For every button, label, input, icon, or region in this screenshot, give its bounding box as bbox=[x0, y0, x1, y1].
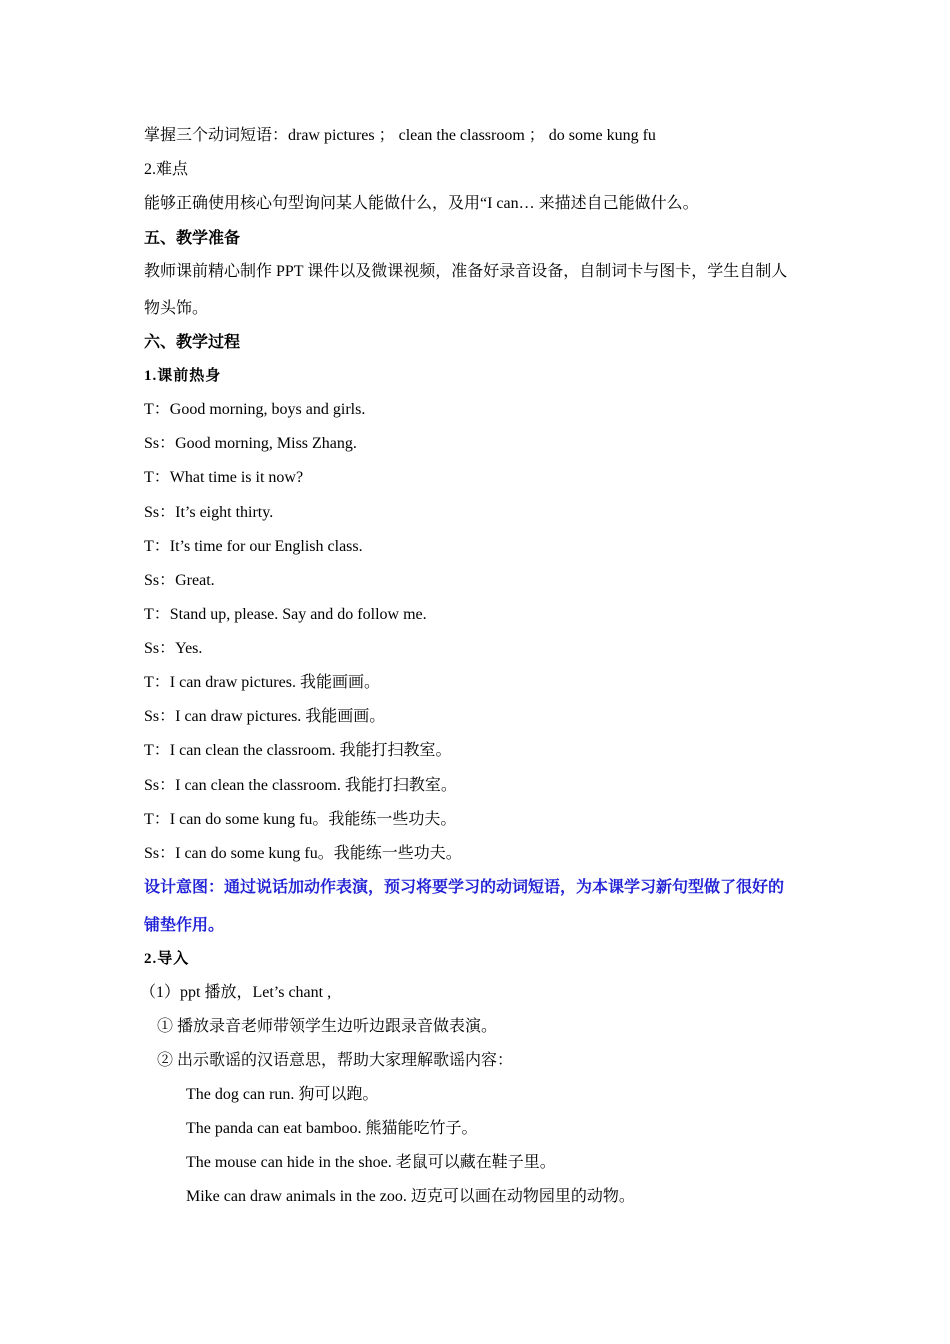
dialogue-line: T：I can draw pictures. 我能画画。 bbox=[144, 674, 380, 691]
dialogue-line: Ss：Great. bbox=[144, 572, 215, 589]
dialogue-line: Ss：I can do some kung fu。我能练一些功夫。 bbox=[144, 845, 462, 862]
difficulty-text: 能够正确使用核心句型询问某人能做什么，及用“I can… 来描述自己能做什么。 bbox=[144, 195, 699, 212]
chant-line: Mike can draw animals in the zoo. 迈克可以画在动物园里的动物。 bbox=[186, 1188, 635, 1205]
step-line: （1）ppt 播放，Let’s chant , bbox=[140, 984, 332, 1001]
design-intent-text: 设计意图：通过说话加动作表演，预习将要学习的动词短语，为本课学习新句型做了很好的 bbox=[144, 879, 785, 896]
difficulty-heading: 2.难点 bbox=[144, 161, 189, 178]
subheading-lead-in: 2.导入 bbox=[144, 951, 190, 967]
dialogue-line: T：What time is it now? bbox=[144, 469, 304, 486]
chant-line: The mouse can hide in the shoe. 老鼠可以藏在鞋子里。 bbox=[186, 1154, 556, 1171]
document-page bbox=[140, 0, 824, 1344]
dialogue-line: T：I can do some kung fu。我能练一些功夫。 bbox=[144, 811, 457, 828]
dialogue-line: Ss：I can draw pictures. 我能画画。 bbox=[144, 708, 386, 725]
chant-line: The panda can eat bamboo. 熊猫能吃竹子。 bbox=[186, 1120, 478, 1137]
preparation-text-cont: 物头饰。 bbox=[144, 300, 209, 317]
section-heading-preparation: 五、教学准备 bbox=[144, 230, 241, 247]
preparation-text: 教师课前精心制作 PPT 课件以及微课视频，准备好录音设备，自制词卡与图卡，学生自制人 bbox=[144, 263, 788, 280]
dialogue-line: T：It’s time for our English class. bbox=[144, 538, 363, 555]
chant-line: The dog can run. 狗可以跑。 bbox=[186, 1086, 379, 1103]
dialogue-line: T：I can clean the classroom. 我能打扫教室。 bbox=[144, 742, 452, 759]
step-item: ① 播放录音老师带领学生边听边跟录音做表演。 bbox=[157, 1018, 498, 1035]
dialogue-line: T：Good morning, boys and girls. bbox=[144, 401, 366, 418]
design-intent-text-cont: 铺垫作用。 bbox=[144, 917, 225, 934]
dialogue-line: Ss：Yes. bbox=[144, 640, 203, 657]
dialogue-line: Ss：I can clean the classroom. 我能打扫教室。 bbox=[144, 777, 457, 794]
dialogue-line: T：Stand up, please. Say and do follow me. bbox=[144, 606, 427, 623]
key-phrases-line: 掌握三个动词短语：draw pictures ； clean the classroom ； do some kung fu bbox=[144, 127, 656, 144]
section-heading-process: 六、教学过程 bbox=[144, 334, 241, 351]
dialogue-line: Ss：It’s eight thirty. bbox=[144, 504, 274, 521]
step-item: ② 出示歌谣的汉语意思，帮助大家理解歌谣内容： bbox=[157, 1052, 514, 1069]
dialogue-line: Ss：Good morning, Miss Zhang. bbox=[144, 435, 357, 452]
subheading-warmup: 1.课前热身 bbox=[144, 368, 222, 384]
